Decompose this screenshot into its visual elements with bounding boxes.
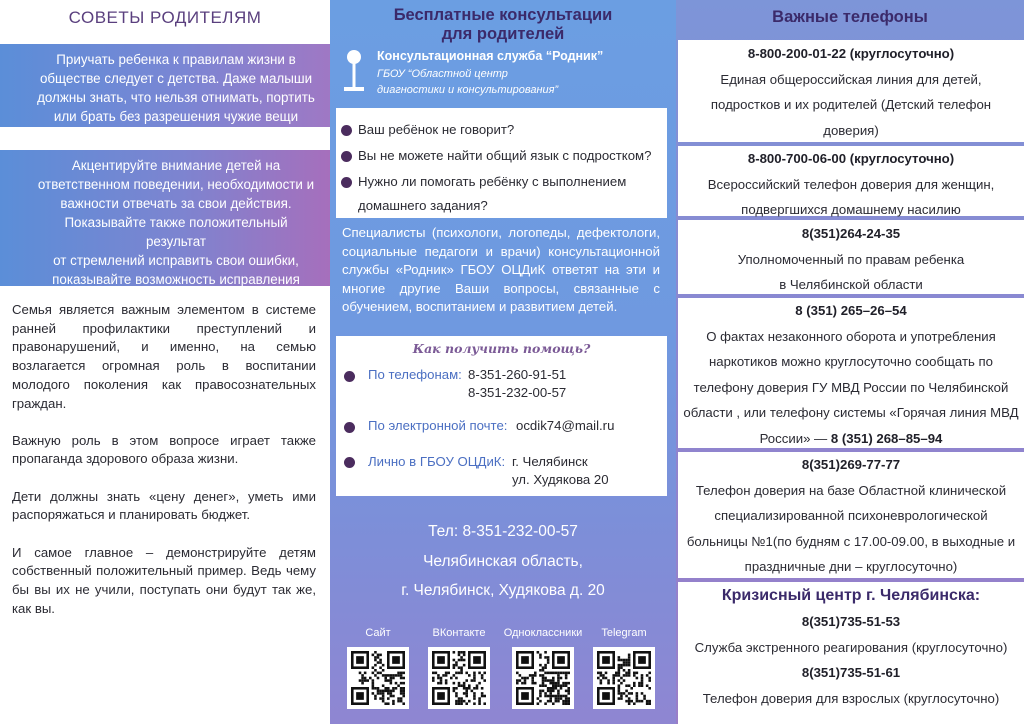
qr-code-vk-icon[interactable] (428, 647, 490, 709)
tip-line: обществе следует с детства. Даже малыши (39, 71, 313, 86)
phone-entry (678, 40, 1024, 142)
entry-line: Единая общероссийская линия для детей, (720, 71, 982, 87)
phone-link[interactable]: 8-351-232-00-57 (468, 385, 567, 400)
question-text: домашнего задания? (358, 198, 488, 213)
question-item (336, 169, 667, 195)
entry-text: России» — (759, 430, 831, 446)
question-item (336, 143, 667, 169)
bullet-icon (341, 151, 352, 162)
qr-label-ok: Одноклассники (503, 627, 583, 639)
entry-line: Служба экстренного реагирования (круглосуточно) (694, 639, 1008, 655)
bullet-icon (344, 422, 355, 433)
tip-line: Приучать ребенка к правилам жизни в (56, 52, 296, 67)
visit-label: Лично в ГБОУ ОЦДиК: (368, 454, 506, 469)
family-role-text (12, 301, 316, 637)
qr-label-site: Сайт (365, 627, 391, 639)
paragraph: И самое главное – демонстрируйте детям собственный положительный пример. Ведь чему бы вы их не учили, поступать они будут так же, как вы. (12, 544, 316, 616)
bullet-icon (341, 177, 352, 188)
tip-line: показывайте возможность исправления (52, 272, 300, 287)
entry-line (678, 426, 1024, 452)
questions-box (336, 108, 667, 218)
tip-line: сделанного (140, 291, 212, 306)
tip-line: или брать без разрешения чужие вещи (53, 109, 299, 124)
entry-line: подвергшихся домашнему насилию (741, 202, 961, 217)
tip-line: Акцентируйте внимание детей на (71, 158, 281, 173)
question-text: Нужно ли помогать ребёнку с выполнением (358, 174, 627, 189)
phone-number[interactable]: 8(351)735-51-61 (801, 665, 901, 680)
qr-label-telegram: Telegram (601, 627, 647, 639)
email-link[interactable]: ocdik74@mail.ru (516, 418, 615, 433)
entry-line: праздничные дни – круглосуточно) (744, 559, 958, 574)
crisis-center-box (678, 582, 1024, 724)
center-contacts (330, 517, 676, 606)
email-label: По электронной почте: (368, 418, 508, 433)
crisis-center-title: Кризисный центр г. Челябинска: (721, 587, 981, 604)
phone-entry (678, 452, 1024, 578)
qr-code-ok-icon[interactable] (512, 647, 574, 709)
service-name: Консультационная служба “Родник” (377, 49, 604, 63)
left-panel (0, 0, 330, 724)
paragraph: Дети должны знать «цену денег», уметь ими распоряжаться и планировать бюджет. (12, 488, 316, 523)
title-line: Бесплатные консультации (393, 6, 613, 24)
bullet-icon (341, 125, 352, 136)
service-org: ГБОУ “Областной центр (377, 68, 508, 80)
how-to-get-help-box (336, 336, 667, 496)
entry-line: области , или телефону системы «Горячая линия МВД (683, 405, 1019, 420)
contact-address: г. Челябинск, Худякова д. 20 (401, 582, 605, 599)
entry-line: наркотиков можно круглосуточно сообщать по (708, 354, 994, 369)
bullet-icon (344, 457, 355, 468)
center-panel (330, 0, 676, 724)
entry-line: Телефон доверия на базе Областной клинической (695, 482, 1007, 498)
entry-line: подростков и их родителей (Детский телефон (710, 97, 992, 112)
question-item (336, 117, 667, 143)
tip-responsible-behavior (0, 150, 330, 306)
spring-logo-icon (342, 49, 366, 95)
visit-city: г. Челябинск (512, 454, 588, 469)
tip-line: должны знать, что нельзя отнимать, портить (37, 90, 315, 105)
entry-line: Всероссийский телефон доверия для женщин, (707, 176, 995, 192)
phone-number[interactable]: 8(351)735-51-53 (801, 614, 901, 629)
entry-line: специализированной психоневрологической (714, 508, 988, 523)
qr-label-vk: ВКонтакте (432, 627, 486, 639)
paragraph: Семья является важным элементом в системе ранней профилактики преступлений и правонарушений, и именно, на семью возлагается огромная роль в воспитании молодого поколения как правосознательных граждан. (12, 302, 316, 411)
tip-rules-of-life (0, 44, 330, 127)
phone-entry (678, 220, 1024, 294)
entry-line: в Челябинской области (779, 277, 923, 292)
help-title: Как получить помощь? (412, 341, 591, 356)
entry-line: телефону доверия ГУ МВД России по Челябинской (693, 379, 1009, 395)
entry-line: доверия) (823, 122, 879, 138)
entry-line: Телефон доверия для взрослых (круглосуточно) (702, 690, 1000, 706)
question-text: Ваш ребёнок не говорит? (358, 122, 515, 137)
paragraph: Важную роль в этом вопросе играет также пропаганда здорового образа жизни. (12, 432, 316, 467)
visit-street: ул. Худякова 20 (512, 472, 609, 487)
tip-line: Показывайте также положительный результат (64, 215, 288, 249)
contact-phone: Тел: 8-351-232-00-57 (428, 523, 578, 540)
phone-label: По телефонам: (368, 367, 462, 382)
entry-line: О фактах незаконного оборота и употребления (706, 328, 996, 344)
tip-line: ответственном поведении, необходимости и (37, 177, 315, 192)
right-panel (676, 0, 1024, 724)
contact-region: Челябинская область, (423, 552, 583, 570)
qr-code-site-icon[interactable] (347, 647, 409, 709)
free-consultations-title (330, 6, 676, 44)
phone-number[interactable]: 8(351)269-77-77 (801, 457, 901, 472)
phone-link[interactable]: 8-351-260-91-51 (468, 367, 567, 382)
qr-code-telegram-icon[interactable] (593, 647, 655, 709)
important-phones-title: Важные телефоны (772, 8, 928, 26)
phone-entry (678, 146, 1024, 216)
bullet-icon (344, 371, 355, 382)
phone-number[interactable]: 8 (351) 265–26–54 (795, 303, 907, 318)
phone-number[interactable]: 8 (351) 268–85–94 (830, 430, 943, 446)
tip-line: от стремлений исправить свои ошибки, (53, 253, 299, 268)
entry-line: больницы №1(по будням с 17.00-09.00, в выходные и (686, 533, 1016, 549)
parent-tips-title: СОВЕТЫ РОДИТЕЛЯМ (68, 8, 262, 27)
phone-entry (678, 298, 1024, 448)
phone-number[interactable]: 8-800-700-06-00 (круглосуточно) (747, 151, 955, 166)
phone-number[interactable]: 8(351)264-24-35 (801, 226, 901, 241)
specialists-text: Специалисты (психологи, логопеды, дефектологи, социальные педагоги и врачи) консультационной службы «Родник» ГБОУ ОЦДиК ответят на эти и многие другие Ваши вопросы, связанные с обучением, воспитанием и развитием детей. (342, 225, 660, 315)
service-org: диагностики и консультирования” (377, 84, 559, 96)
question-text: Вы не можете найти общий язык с подростком? (358, 148, 652, 163)
title-line: для родителей (441, 25, 565, 43)
tip-line: важности отвечать за свои действия. (60, 196, 292, 211)
phone-number[interactable]: 8-800-200-01-22 (круглосуточно) (747, 46, 955, 61)
entry-line: Уполномоченный по правам ребенка (737, 251, 965, 267)
question-item-continued (336, 195, 667, 217)
